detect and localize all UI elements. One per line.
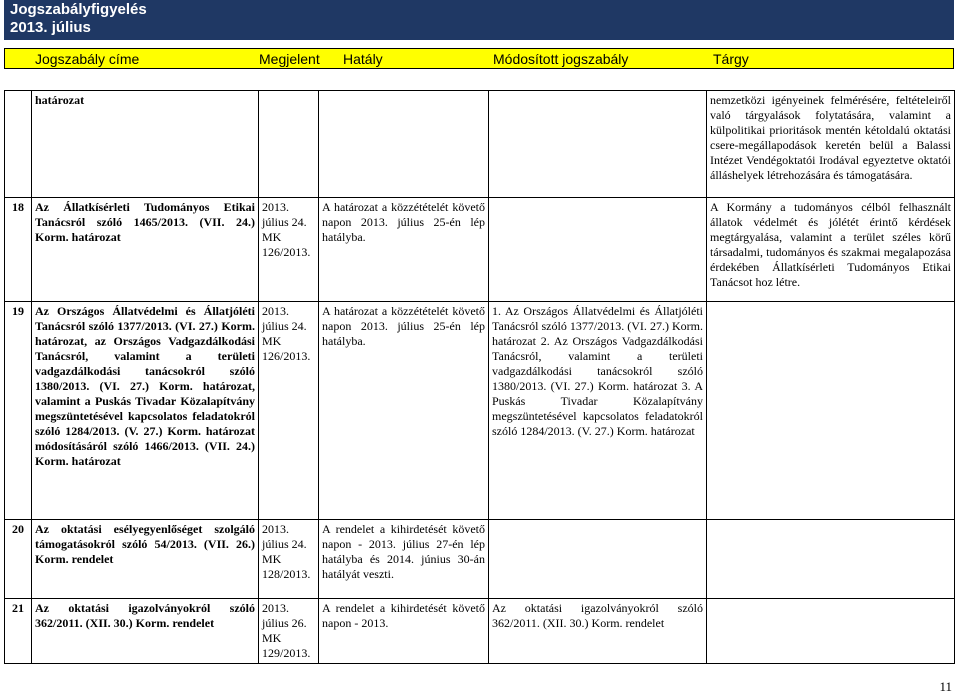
col-published-header: Megjelent	[259, 51, 320, 67]
effect-cell: A határozat a közzétételét követő napon 2013. július 25-én lép hatályba.	[319, 302, 489, 520]
page-header	[4, 0, 954, 40]
published-cell: 2013. július 26. MK 129/2013.	[259, 599, 319, 664]
header-title: Jogszabályfigyelés	[10, 1, 147, 18]
subject-cell	[707, 599, 955, 664]
subject-cell	[707, 302, 955, 520]
modified-cell	[489, 91, 707, 198]
subject-cell	[707, 520, 955, 599]
modified-cell	[489, 520, 707, 599]
regulation-title: Az Állatkísérleti Tudományos Etikai Tanácsról szóló 1465/2013. (VII. 24.) Korm. határozat	[32, 198, 259, 302]
effect-cell: A rendelet a kihirdetését követő napon - 2013.	[319, 599, 489, 664]
row-number: 21	[5, 599, 32, 664]
table-row	[5, 91, 955, 198]
subject-cell: A Kormány a tudományos célból felhasznált állatok védelmét és jólétét érintő kérdések megtárgyalása, valamint a terület széles körű társadalmi, tudományos és szakmai megalapozása érdekében Állatkísérleti Tudományos Etikai Tanácsot hoz létre.	[707, 198, 955, 302]
col-effect-header: Hatály	[343, 51, 383, 67]
row-number: 20	[5, 520, 32, 599]
header-date: 2013. július	[10, 19, 91, 36]
column-header-bar	[4, 48, 954, 69]
regulation-title: Az oktatási esélyegyenlőséget szolgáló támogatásokról szóló 54/2013. (VII. 26.) Korm. rendelet	[32, 520, 259, 599]
subject-cell: nemzetközi igényeinek felmérésére, feltételeiről való tárgyalások folytatására, valamint a külpolitikai prioritások mentén kétoldalú oktatási csere-megállapodások keretén belül a Balassi Intézet Vendégoktatói Irodával egyeztetve oktatói álláshelyek létrehozására és támogatására.	[707, 91, 955, 198]
regulation-title: Az oktatási igazolványokról szóló 362/2011. (XII. 30.) Korm. rendelet	[32, 599, 259, 664]
col-subject-header: Tárgy	[713, 51, 749, 67]
row-number	[5, 91, 32, 198]
published-cell	[259, 91, 319, 198]
table-row	[5, 198, 955, 302]
published-cell: 2013. július 24. MK 126/2013.	[259, 302, 319, 520]
effect-cell: A határozat a közzétételét követő napon 2013. július 25-én lép hatályba.	[319, 198, 489, 302]
col-modified-header: Módosított jogszabály	[493, 51, 629, 67]
page-number: 11	[939, 679, 952, 694]
effect-cell	[319, 91, 489, 198]
row-number: 18	[5, 198, 32, 302]
table-row	[5, 599, 955, 664]
legislation-table	[4, 90, 955, 664]
modified-cell: 1. Az Országos Állatvédelmi és Állatjóléti Tanácsról szóló 1377/2013. (VI. 27.) Korm. határozat 2. Az Országos Vadgazdálkodási Tanácsról, valamint a területi vadgazdálkodási tanácsokról szóló 1380/2013. (VI. 27.) Korm. határozat 3. A Puskás Tivadar Közalapítvány megszüntetésével kapcsolatos feladatokról szóló 1284/2013. (V. 27.) Korm. határozat	[489, 302, 707, 520]
published-cell: 2013. július 24. MK 126/2013.	[259, 198, 319, 302]
table-row	[5, 302, 955, 520]
published-cell: 2013. július 24. MK 128/2013.	[259, 520, 319, 599]
row-number: 19	[5, 302, 32, 520]
modified-cell	[489, 198, 707, 302]
regulation-title: határozat	[32, 91, 259, 198]
effect-cell: A rendelet a kihirdetését követő napon - 2013. július 27-én lép hatályba és 2014. június 30-án hatályát veszti.	[319, 520, 489, 599]
col-title-header: Jogszabály címe	[35, 51, 140, 67]
regulation-title: Az Országos Állatvédelmi és Állatjóléti Tanácsról szóló 1377/2013. (VI. 27.) Korm. határozat, az Országos Vadgazdálkodási Tanácsról, valamint a területi vadgazdálkodási tanácsokról szóló 1380/2013. (VI. 27.) Korm. határozat, valamint a Puskás Tivadar Közalapítvány megszüntetésével kapcsolatos feladatokról szóló 1284/2013. (V. 27.) Korm. határozat módosításáról szóló 1466/2013. (VII. 24.) Korm. határozat	[32, 302, 259, 520]
modified-cell: Az oktatási igazolványokról szóló 362/2011. (XII. 30.) Korm. rendelet	[489, 599, 707, 664]
table-row	[5, 520, 955, 599]
